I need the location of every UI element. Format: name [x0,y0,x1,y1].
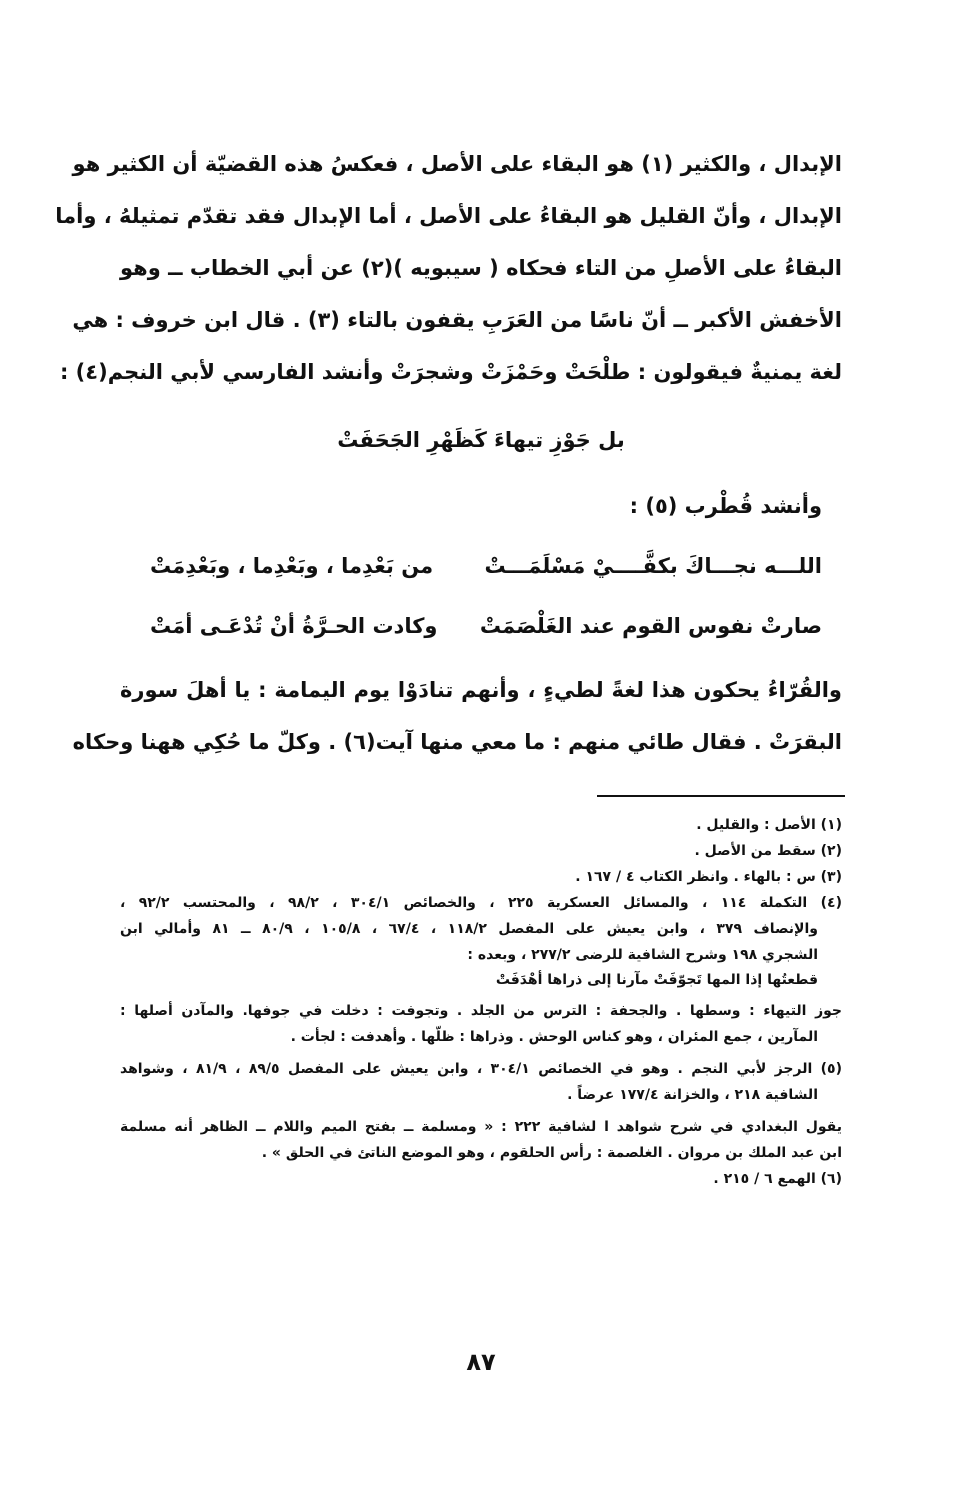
text-line: الأخفش الأكبر ــ أنّ ناسًا من العَرَبِ يقفون بالتاء (٣) . قال ابن خروف : هي [72,308,842,332]
footnote-5-line: الشافية ٢١٨ ، والخزانة ١٧٧/٤ عرضاً . [567,1087,818,1103]
footnote-1: (١) الأصل : والقليل . [696,817,842,833]
footnotes [120,812,842,1192]
footnote-4-line: والإنصاف ٣٧٩ ، وابن يعيش على المفصل ١١٨/٢ ، ٦٧/٤ ، ١٠٥/٨ ، ٨٠/٩ ــ ٨١ وأمالي ابن [120,921,818,937]
footnote-4-line: (٤) التكملة ١١٤ ، والمسائل العسكرية ٢٢٥ ، والخصائص ٣٠٤/١ ، ٩٨/٢ ، والمحتسب ٩٢/٢ ، [120,895,842,911]
footnote-2: (٢) سقط من الأصل . [694,843,842,859]
footnote-5-note: ابن عبد الملك بن مروان . الغلصمة : رأس الحلقوم ، وهو الموضع الناتئ في الحلق » . [261,1145,842,1161]
page-number: ٨٧ [466,1348,496,1376]
verse-intro: وأنشد قُطْرب (٥) : [629,494,822,518]
footnote-4-gloss: المآرين ، جمع المئران ، وهو كناس الوحش . وذراها : ظلّها . وأهدفت : لجأت . [290,1029,818,1045]
text-line: والقُرّاءُ يحكون هذا لغةً لطيءٍ ، وأنهم تنادَوْا يوم اليمامة : يا أهلَ سورة [120,678,842,702]
footnote-5-line: (٥) الرجز لأبي النجم . وهو في الخصائص ٣٠٤/١ ، وابن يعيش على المفصل ٨٩/٥ ، ٨١/٩ ، وشواهد [120,1061,842,1077]
main-paragraph-1 [55,138,842,398]
text-line: الإبدال ، والكثير (١) هو البقاء على الأصل ، فعكسُ هذه القضيّة أن الكثير هو [72,152,842,176]
couplet-2 [150,600,822,652]
footnote-4-verse: قطعتُها إذا المها تَجوّفَتْ مآرنا إلى ذراها أهْدَفَتْ [495,972,818,988]
text-line: البقرَتْ . فقال طائي منهم : ما معي منها آيت(٦) . وكلّ ما حُكِي ههنا وحكاه [72,730,842,754]
hemistich-left: وكادت الحـرَّةُ أنْ تُدْعَـى أمَتْ [150,614,438,638]
main-paragraph-2 [72,664,842,768]
text-line: البقاءُ على الأصلِ من التاء فحكاه ( سيبويه )(٢) عن أبي الخطاب ــ وهو [120,256,842,280]
footnote-4-gloss: جوز التيهاء : وسطها . والجحفة : الترس من الجلد . وتجوفت : دخلت في جوفها. والمآدن أصلها : [120,1003,842,1019]
hemistich-left: من بَعْدِما ، وبَعْدِما ، وبَعْدِمَتْ [150,554,434,578]
footnote-6: (٦) الهمع ٦ / ٢١٥ . [713,1171,842,1187]
text-line: الإبدال ، وأنّ القليل هو البقاءُ على الأصل ، أما الإبدال فقد تقدّم تمثيلهُ ، وأما [55,204,842,228]
hemistich-right: صارتْ نفوس القوم عند الغَلْصَمَتْ [479,614,822,638]
footnote-divider [597,795,845,797]
footnote-5-note: يقول البغدادي في شرح شواهد ا لشافية ٢٢٢ : « ومسلمة ــ بفتح الميم واللام ــ الظاهر أنه مسلمة [120,1119,842,1135]
hemistich-right: اللـــه نجـــاكَ بكفَّــــيْ مَسْلَمَـــتْ [484,554,822,578]
couplet-1 [150,540,822,592]
verse-line: بل جَوْزِ تيهاءَ كَظَهْرِ الجَحَفَتْ [337,428,625,452]
footnote-4-line: الشجري ١٩٨ وشرح الشافية للرضى ٢٧٧/٢ ، وبعده : [467,947,818,963]
text-line: لغة يمنيةٌ فيقولون : طلْحَتْ وحَمْزَتْ وشجرَتْ وأنشد الفارسي لأبي النجم(٤) : [59,360,842,384]
footnote-3: (٣) س : بالهاء . وانظر الكتاب ٤ / ١٦٧ . [575,869,842,885]
